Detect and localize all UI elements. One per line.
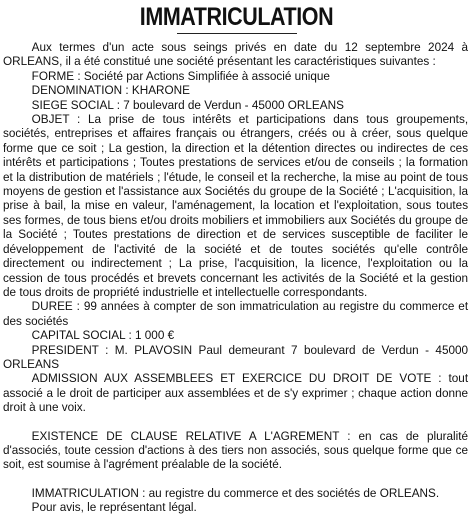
duree-paragraph: DUREE : 99 années à compter de son immatriculation au registre du commerce et des sociétés [3, 299, 469, 328]
president-paragraph: PRESIDENT : M. PLAVOSIN Paul demeurant 7 boulevard de Verdun - 45000 ORLEANS [3, 342, 469, 371]
denomination-paragraph: DENOMINATION : KHARONE [31, 83, 190, 98]
objet-paragraph: OBJET : La prise de tous intérêts et participations dans tous groupements, sociétés, entreprises et affaires français ou étrangers, créés ou à créer, sous quelque forme que ce soit ; La gestion, la direction et la détention directes ou indirectes de ces intérêts et participations ; Toutes prestations de services et/ou de conseils ; la formation et la distribution de matériels ; l'étude, le conseil et la recherche, la mise au point de tous moyens de gestion et l'assistance aux Sociétés du groupe de la Société ; L'acquisition, la prise à bail, la mise en valeur, l'aménagement, la location et l'exploitation, sous toutes ses formes, de tous biens et/ou droits mobiliers et immobiliers aux Sociétés du groupe de la Société ; Toutes prestations de direction et de services susceptible de faciliter le développement de l'activité de la société et de toutes sociétés qu'elle contrôle directement ou indirectement ; La prise, l'acquisition, la licence, l'exploitation ou la cession de tous procédés et brevets concernant les activités de la Société et la gestion de tous droits de propriété industrielle et intellectuelle correspondants. [3, 112, 469, 299]
notice-body [3, 40, 468, 515]
admission-paragraph: ADMISSION AUX ASSEMBLEES ET EXERCICE DU DROIT DE VOTE : tout associé a le droit de participer aux assemblées et de s'y exprimer ; chaque action donne droit à une voix. [3, 371, 469, 415]
paragraph-spacer [3, 415, 468, 429]
capital-paragraph: CAPITAL SOCIAL : 1 000 € [31, 328, 175, 343]
avis-paragraph: Pour avis, le représentant légal. [31, 500, 197, 515]
title-underline [177, 33, 297, 34]
notice-title: IMMATRICULATION [139, 3, 334, 31]
siege-paragraph: SIEGE SOCIAL : 7 boulevard de Verdun - 45000 ORLEANS [31, 97, 344, 112]
agrement-paragraph: EXISTENCE DE CLAUSE RELATIVE A L'AGREMENT : en cas de pluralité d'associés, toute cession d'actions à des tiers non associés, sous quelque forme que ce soit, est soumise à l'agrément préalable de la société. [3, 428, 469, 472]
forme-paragraph: FORME : Société par Actions Simplifiée à associé unique [31, 68, 330, 83]
legal-notice [0, 2, 473, 530]
immatriculation-paragraph: IMMATRICULATION : au registre du commerce et des sociétés de ORLEANS. [31, 485, 440, 500]
intro-paragraph: Aux termes d'un acte sous seings privés en date du 12 septembre 2024 à ORLEANS, il a été constitué une société présentant les caractéristiques suivantes : [3, 40, 469, 69]
paragraph-spacer [3, 472, 468, 486]
